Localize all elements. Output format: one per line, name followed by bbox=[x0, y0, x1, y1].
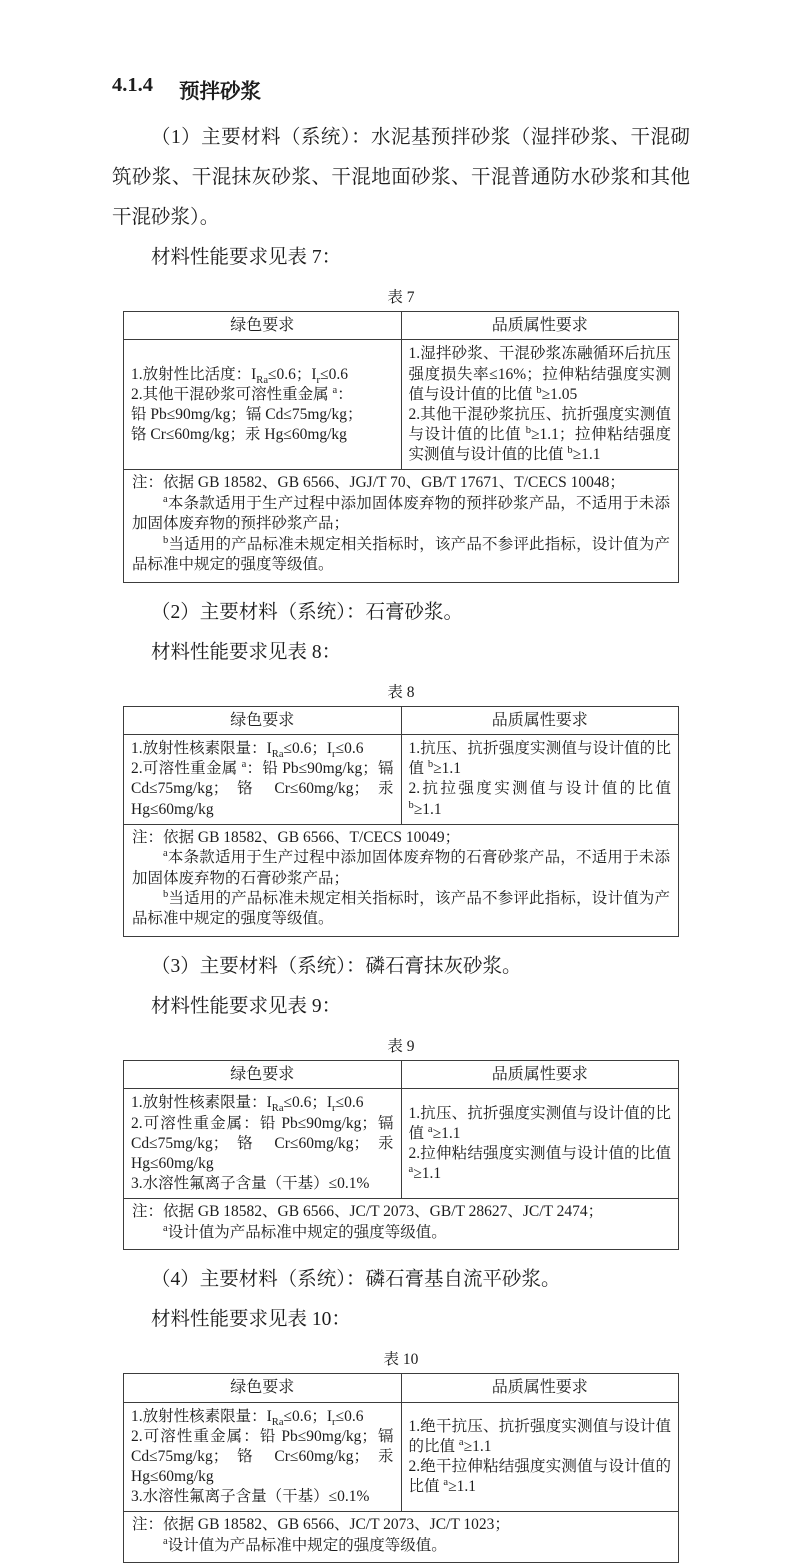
cell-line: 3.水溶性氟离子含量（干基）≤0.1% bbox=[131, 1488, 370, 1506]
quality-requirements-cell bbox=[401, 1402, 679, 1512]
table-header-row bbox=[124, 311, 679, 340]
cell-line: 1.湿拌砂浆、干混砂浆冻融循环后抗压强度损失率≤16%；拉伸粘结强度实测值与设计值的比值 $^b$≥1.05 bbox=[408, 345, 671, 403]
table-caption: 表 10 bbox=[383, 1351, 419, 1369]
cell-line: 2.可溶性重金属：铅 Pb≤90mg/kg；镉 Cd≤75mg/kg；铬 Cr≤60mg/kg；汞 Hg≤60mg/kg bbox=[131, 1114, 394, 1172]
quality-requirements-cell bbox=[401, 340, 679, 470]
section-heading bbox=[112, 74, 690, 104]
section-phosphogypsum-self-leveling-mortar bbox=[112, 1260, 690, 1563]
table-caption: 表 7 bbox=[387, 288, 415, 306]
cell-line: 铬 Cr≤60mg/kg；汞 Hg≤60mg/kg bbox=[131, 426, 347, 444]
cell-line: 1.抗压、抗折强度实测值与设计值的比值 $^a$≥1.1 bbox=[408, 1104, 671, 1142]
section-phosphogypsum-plaster-mortar bbox=[112, 947, 690, 1250]
section-cement-premixed-mortar bbox=[112, 118, 690, 583]
table-10 bbox=[123, 1373, 679, 1563]
section-intro: （1）主要材料（系统）：水泥基预拌砂浆（湿拌砂浆、干混砌筑砂浆、干混抹灰砂浆、干混地面砂浆、干混普通防水砂浆和其他干混砂浆）。 bbox=[112, 127, 690, 228]
note-cell bbox=[124, 1199, 679, 1250]
table-reference: 材料性能要求见表 8： bbox=[151, 641, 342, 663]
table-note-row bbox=[124, 824, 679, 936]
cell-line: 2.其他干混砂浆可溶性重金属 $^a$： bbox=[131, 384, 353, 403]
table-caption: 表 9 bbox=[387, 1037, 415, 1055]
table-reference: 材料性能要求见表 10： bbox=[151, 1309, 351, 1331]
table-header-row bbox=[124, 1374, 679, 1403]
column-header-quality-requirements: 品质属性要求 bbox=[401, 1374, 679, 1403]
cell-line: 1.抗压、抗折强度实测值与设计值的比值 $^b$≥1.1 bbox=[408, 740, 671, 778]
table-9 bbox=[123, 1060, 679, 1250]
table-note-row bbox=[124, 470, 679, 582]
green-requirements-cell bbox=[124, 1402, 402, 1512]
table-row bbox=[124, 1089, 679, 1199]
note-line: $^b$当适用的产品标准未规定相关指标时，该产品不参评此指标，设计值为产品标准中规定的强度等级值。 bbox=[132, 888, 670, 928]
note-line: $^a$设计值为产品标准中规定的强度等级值。 bbox=[163, 1222, 447, 1241]
table-row bbox=[124, 1402, 679, 1512]
note-cell bbox=[124, 470, 679, 582]
section-title: 预拌砂浆 bbox=[179, 81, 261, 103]
table-caption: 表 8 bbox=[387, 683, 415, 701]
cell-line: 1.放射性核素限量：$I_{Ra}\le 0.6$；$I_r\le 0.6$ bbox=[131, 740, 364, 761]
cell-line: 2.抗拉强度实测值与设计值的比值 $^b$≥1.1 bbox=[408, 780, 671, 818]
section-intro: （2）主要材料（系统）：石膏砂浆。 bbox=[151, 601, 464, 623]
cell-line: 1.放射性核素限量：$I_{Ra}\le 0.6$；$I_r\le 0.6$ bbox=[131, 1094, 364, 1115]
table-note-row bbox=[124, 1199, 679, 1250]
column-header-green-requirements: 绿色要求 bbox=[124, 1374, 402, 1403]
table-row bbox=[124, 735, 679, 825]
quality-requirements-cell bbox=[401, 1089, 679, 1199]
cell-line: 2.可溶性重金属：铅 Pb≤90mg/kg；镉 Cd≤75mg/kg；铬 Cr≤60mg/kg；汞 Hg≤60mg/kg bbox=[131, 1427, 394, 1486]
section-intro: （4）主要材料（系统）：磷石膏基自流平砂浆。 bbox=[151, 1269, 561, 1291]
table-reference: 材料性能要求见表 9： bbox=[151, 995, 342, 1017]
green-requirements-cell bbox=[124, 735, 402, 825]
cell-line: 1.绝干抗压、抗折强度实测值与设计值的比值 $^a$≥1.1 bbox=[408, 1417, 671, 1455]
column-header-quality-requirements: 品质属性要求 bbox=[401, 706, 679, 735]
section-gypsum-mortar bbox=[112, 593, 690, 937]
cell-line: 3.水溶性氟离子含量（干基）≤0.1% bbox=[131, 1175, 370, 1193]
column-header-quality-requirements: 品质属性要求 bbox=[401, 1060, 679, 1089]
cell-line: 2.其他干混砂浆抗压、抗折强度实测值与设计值的比值 $^b$≥1.1；拉伸粘结强度实测值与设计值的比值 $^b$≥1.1 bbox=[408, 405, 671, 464]
note-line: $^a$本条款适用于生产过程中添加固体废弃物的石膏砂浆产品，不适用于未添加固体废弃物的石膏砂浆产品； bbox=[132, 847, 670, 887]
quality-requirements-cell bbox=[401, 735, 679, 825]
table-8 bbox=[123, 706, 679, 937]
table-row bbox=[124, 340, 679, 470]
note-cell bbox=[124, 1512, 679, 1563]
cell-line: 2.绝干拉伸粘结强度实测值与设计值的比值 $^a$≥1.1 bbox=[408, 1457, 671, 1496]
cell-line: 2.拉伸粘结强度实测值与设计值的比值 $^a$≥1.1 bbox=[408, 1144, 671, 1182]
column-header-green-requirements: 绿色要求 bbox=[124, 311, 402, 340]
green-requirements-cell bbox=[124, 340, 402, 470]
note-line: $^b$当适用的产品标准未规定相关指标时，该产品不参评此指标，设计值为产品标准中规定的强度等级值。 bbox=[132, 534, 670, 574]
table-header-row bbox=[124, 1060, 679, 1089]
note-line: 注：依据 GB 18582、GB 6566、JC/T 2073、GB/T 28627、JC/T 2474； bbox=[132, 1203, 604, 1221]
cell-line: 1.放射性比活度：$I_{Ra}\le 0.6$；$I_r\le 0.6$ bbox=[131, 365, 348, 386]
section-intro: （3）主要材料（系统）：磷石膏抹灰砂浆。 bbox=[151, 955, 522, 977]
cell-line: 铅 Pb≤90mg/kg；镉 Cd≤75mg/kg； bbox=[131, 405, 363, 423]
note-line: 注：依据 GB 18582、GB 6566、JGJ/T 70、GB/T 17671、T/CECS 10048； bbox=[132, 474, 625, 492]
note-line: 注：依据 GB 18582、GB 6566、JC/T 2073、JC/T 1023； bbox=[132, 1516, 510, 1534]
note-cell bbox=[124, 824, 679, 936]
column-header-green-requirements: 绿色要求 bbox=[124, 706, 402, 735]
cell-line: 1.放射性核素限量：$I_{Ra}\le 0.6$；$I_r\le 0.6$ bbox=[131, 1407, 364, 1428]
table-reference: 材料性能要求见表 7： bbox=[151, 246, 342, 268]
note-line: $^a$设计值为产品标准中规定的强度等级值。 bbox=[163, 1535, 447, 1554]
green-requirements-cell bbox=[124, 1089, 402, 1199]
table-7 bbox=[123, 311, 679, 583]
cell-line: 2.可溶性重金属 $^a$：铅 Pb≤90mg/kg；镉 Cd≤75mg/kg；铬 Cr≤60mg/kg；汞 Hg≤60mg/kg bbox=[131, 759, 394, 818]
table-note-row bbox=[124, 1512, 679, 1563]
note-line: 注：依据 GB 18582、GB 6566、T/CECS 10049； bbox=[132, 828, 461, 846]
column-header-quality-requirements: 品质属性要求 bbox=[401, 311, 679, 340]
section-number: 4.1.4 bbox=[112, 74, 153, 96]
table-header-row bbox=[124, 706, 679, 735]
column-header-green-requirements: 绿色要求 bbox=[124, 1060, 402, 1089]
note-line: $^a$本条款适用于生产过程中添加固体废弃物的预拌砂浆产品，不适用于未添加固体废弃物的预拌砂浆产品； bbox=[132, 493, 670, 533]
